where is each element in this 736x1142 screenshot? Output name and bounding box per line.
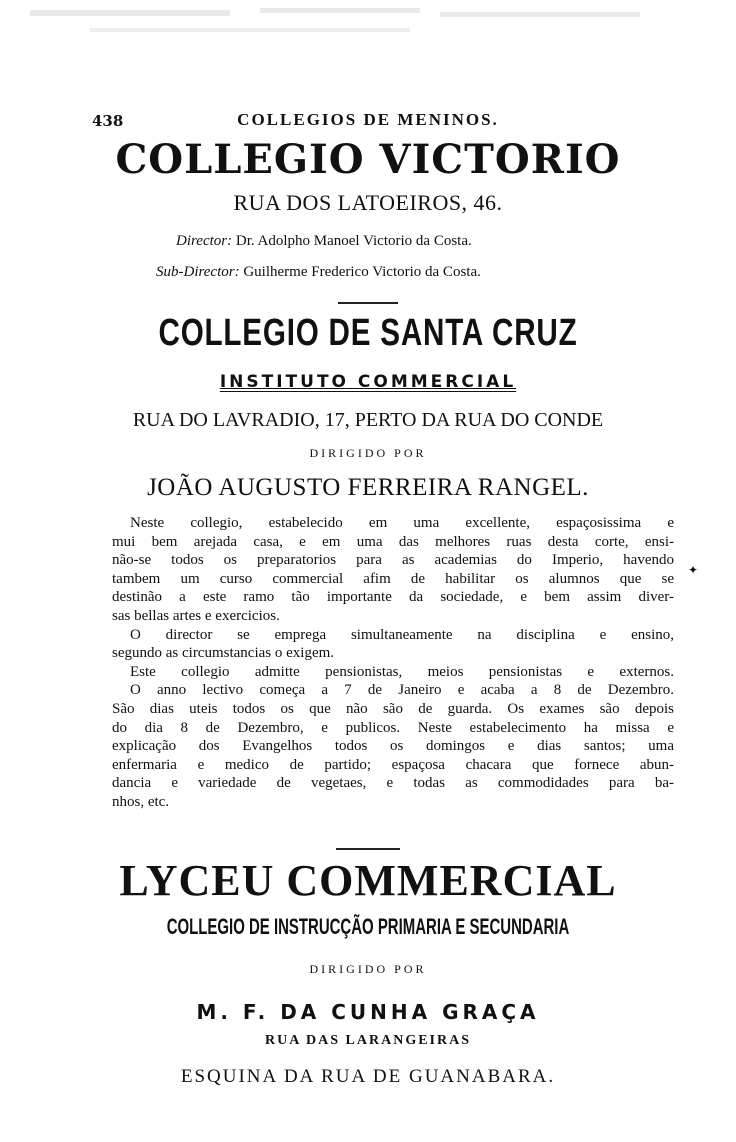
school2-address: RUA DO LAVRADIO, 17, PERTO DA RUA DO CONDE (132, 409, 604, 431)
text-line: mui bem arejada casa, e em uma das melhores ruas desta corte, ensi- (112, 533, 674, 550)
text-line: dancia e variedade de vegetaes, e todas as commodidades para ba- (112, 775, 674, 792)
text-line: destinão a este ramo tão importante da sociedade, e bem assim diver- (112, 589, 674, 606)
text-line: segundo as circumstancias o exigem. (112, 645, 335, 662)
text-line: tambem um curso commercial afim de habilitar os alumnos que se (112, 570, 674, 587)
school2-director: JOÃO AUGUSTO FERREIRA RANGEL. (147, 474, 589, 501)
school2-title: COLLEGIO DE SANTA CRUZ (158, 312, 578, 354)
margin-mark: ✦ (687, 563, 698, 577)
subdirector-label: Sub-Director: (156, 264, 240, 280)
text-line: enfermaria e medico de partido; espaçosa chacara que fornece abun- (112, 756, 674, 773)
subdirector-name: Guilherme Frederico Victorio da Costa. (243, 264, 481, 280)
text-line: O director se emprega simultaneamente na disciplina e ensino, (130, 626, 674, 643)
text-line: do dia 8 de Dezembro, e publicos. Neste estabelecimento ha missa e (112, 719, 674, 736)
text-line: Neste collegio, estabelecido em uma excellente, espaçosissima e (130, 515, 674, 531)
school3-director: M. F. DA CUNHA GRAÇA (196, 1000, 540, 1024)
school1-director-line (176, 233, 472, 250)
director-name: Dr. Adolpho Manoel Victorio da Costa. (235, 233, 472, 249)
running-head: COLLEGIOS DE MENINOS. (237, 110, 499, 129)
school2-description (112, 514, 674, 812)
text-line: São dias uteis todos os que não são de guarda. Os exames são depois (112, 700, 674, 717)
text-line: Este collegio admitte pensionistas, meios pensionistas e externos. (130, 663, 674, 680)
school1-address: RUA DOS LATOEIROS, 46. (233, 190, 503, 215)
school2-directed-by: DIRIGIDO POR (309, 446, 427, 460)
text-line: explicação dos Evangelhos todos os domingos e dias santos; uma (112, 738, 674, 755)
divider-rule-2 (336, 848, 400, 850)
school3-street: RUA DAS LARANGEIRAS (264, 1033, 472, 1048)
text-line: sas bellas artes e exercicios. (112, 607, 280, 624)
school1-subdirector-line (156, 264, 481, 281)
text-line: O anno lectivo começa a 7 de Janeiro e acaba a 8 de Dezembro. (130, 682, 674, 699)
school3-subtitle: COLLEGIO DE INSTRUCÇÃO PRIMARIA E SECUNDARIA (166, 914, 570, 939)
page-number: 438 (92, 112, 124, 130)
school3-title: LYCEU COMMERCIAL (119, 856, 617, 905)
school3-corner: ESQUINA DA RUA DE GUANABARA. (180, 1066, 556, 1087)
school1-title: COLLEGIO VICTORIO (115, 136, 621, 183)
divider-rule-1 (338, 302, 398, 304)
bleed-through-ink (30, 4, 650, 44)
school2-subtitle: INSTITUTO COMMERCIAL (219, 372, 517, 392)
director-label: Director: (176, 233, 233, 249)
text-line: não-se todos os preparatorios para as academias do Imperio, havendo (112, 552, 674, 569)
text-line: nhos, etc. (112, 793, 170, 810)
school3-directed-by: DIRIGIDO POR (309, 962, 427, 976)
